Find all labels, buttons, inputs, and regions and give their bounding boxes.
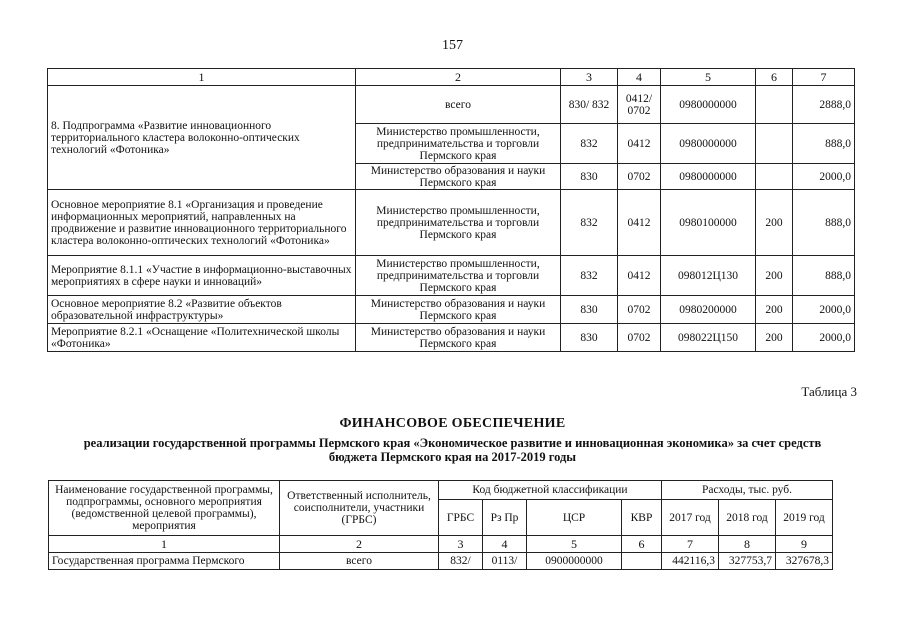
rz-cell: 0702 xyxy=(618,164,661,190)
kvr-cell xyxy=(756,86,793,124)
amount-cell: 888,0 xyxy=(793,124,855,164)
csr-cell: 098022Ц150 xyxy=(661,324,756,352)
header-executor: Ответственный исполнитель, соисполнители, участники (ГРБС) xyxy=(280,481,439,536)
header-expenses: Расходы, тыс. руб. xyxy=(662,481,833,500)
col-number: 8 xyxy=(719,536,776,553)
header-2018: 2018 год xyxy=(719,500,776,536)
grbs-cell: 830/ 832 xyxy=(561,86,618,124)
col-number: 2 xyxy=(356,69,561,86)
grbs-cell: 832 xyxy=(561,190,618,256)
rz-cell: 0412/ 0702 xyxy=(618,86,661,124)
amount-cell: 888,0 xyxy=(793,190,855,256)
executor-cell: Министерство образования и науки Пермского края xyxy=(356,164,561,190)
table-row xyxy=(48,86,855,124)
page-number: 157 xyxy=(442,38,463,53)
executor-cell: Министерство промышленности, предпринимательства и торговли Пермского края xyxy=(356,256,561,296)
table-row xyxy=(48,324,855,352)
header-row xyxy=(49,481,833,500)
header-grbs: ГРБС xyxy=(439,500,483,536)
csr-cell: 0980200000 xyxy=(661,296,756,324)
executor-cell: Министерство промышленности, предпринимательства и торговли Пермского края xyxy=(356,124,561,164)
amount-cell: 888,0 xyxy=(793,256,855,296)
kvr-cell xyxy=(756,164,793,190)
grbs-cell: 830 xyxy=(561,164,618,190)
header-budget-code: Код бюджетной классификации xyxy=(439,481,662,500)
kvr-cell: 200 xyxy=(756,296,793,324)
grbs-cell: 832 xyxy=(561,124,618,164)
rz-cell: 0412 xyxy=(618,124,661,164)
activity-name: Мероприятие 8.2.1 «Оснащение «Политехнической школы «Фотоника» xyxy=(48,324,356,352)
grbs-cell: 830 xyxy=(561,296,618,324)
activity-name: Основное мероприятие 8.1 «Организация и проведение информационных мероприятий, направленных на продвижение и развитие инновационного территориального кластера волоконно-оптических технологий «Фотоника» xyxy=(48,190,356,256)
kvr-cell: 200 xyxy=(756,190,793,256)
table-row xyxy=(49,553,833,570)
header-name: Наименование государственной программы, подпрограммы, основного мероприятия (ведомственной целевой программы), мероприятия xyxy=(49,481,280,536)
col-number: 9 xyxy=(776,536,833,553)
col-number: 5 xyxy=(527,536,622,553)
csr-cell: 098012Ц130 xyxy=(661,256,756,296)
col-number: 4 xyxy=(618,69,661,86)
amount-cell: 2000,0 xyxy=(793,164,855,190)
rz-cell: 0702 xyxy=(618,324,661,352)
csr-cell: 0980100000 xyxy=(661,190,756,256)
col-number: 1 xyxy=(48,69,356,86)
financing-table xyxy=(48,480,833,570)
column-number-row xyxy=(49,536,833,553)
activity-name: Основное мероприятие 8.2 «Развитие объектов образовательной инфраструктуры» xyxy=(48,296,356,324)
rz-cell: 0113/ xyxy=(483,553,527,570)
table-caption: Таблица 3 xyxy=(801,384,857,399)
col-number: 1 xyxy=(49,536,280,553)
table-row xyxy=(48,256,855,296)
amount-2018: 327753,7 xyxy=(719,553,776,570)
header-rz: Рз Пр xyxy=(483,500,527,536)
table-row xyxy=(48,296,855,324)
executor-cell: Министерство промышленности, предпринимательства и торговли Пермского края xyxy=(356,190,561,256)
executor-cell: всего xyxy=(356,86,561,124)
csr-cell: 0980000000 xyxy=(661,86,756,124)
grbs-cell: 832/ xyxy=(439,553,483,570)
col-number: 6 xyxy=(622,536,662,553)
col-number: 7 xyxy=(662,536,719,553)
grbs-cell: 830 xyxy=(561,324,618,352)
col-number: 5 xyxy=(661,69,756,86)
rz-cell: 0702 xyxy=(618,296,661,324)
header-kvr: КВР xyxy=(622,500,662,536)
header-2019: 2019 год xyxy=(776,500,833,536)
subprogram-name: 8. Подпрограмма «Развитие инновационного территориального кластера волоконно-оптических технологий «Фотоника» xyxy=(48,86,356,190)
col-number: 2 xyxy=(280,536,439,553)
table-row xyxy=(48,190,855,256)
executor-cell: всего xyxy=(280,553,439,570)
grbs-cell: 832 xyxy=(561,256,618,296)
amount-cell: 2888,0 xyxy=(793,86,855,124)
col-number: 3 xyxy=(439,536,483,553)
col-number: 6 xyxy=(756,69,793,86)
rz-cell: 0412 xyxy=(618,256,661,296)
kvr-cell: 200 xyxy=(756,324,793,352)
executor-cell: Министерство образования и науки Пермского края xyxy=(356,324,561,352)
activity-name: Мероприятие 8.1.1 «Участие в информационно-выставочных мероприятиях в сфере науки и инноваций» xyxy=(48,256,356,296)
header-2017: 2017 год xyxy=(662,500,719,536)
program-budget-table xyxy=(47,68,855,352)
amount-2019: 327678,3 xyxy=(776,553,833,570)
col-number: 3 xyxy=(561,69,618,86)
header-csr: ЦСР xyxy=(527,500,622,536)
amount-cell: 2000,0 xyxy=(793,324,855,352)
kvr-cell xyxy=(622,553,662,570)
rz-cell: 0412 xyxy=(618,190,661,256)
amount-cell: 2000,0 xyxy=(793,296,855,324)
amount-2017: 442116,3 xyxy=(662,553,719,570)
section-subtitle: реализации государственной программы Пермского края «Экономическое развитие и инновационная экономика» за счет средств бюджета Пермского края на 2017-2019 годы xyxy=(83,436,822,464)
col-number: 7 xyxy=(793,69,855,86)
csr-cell: 0900000000 xyxy=(527,553,622,570)
program-name: Государственная программа Пермского xyxy=(49,553,280,570)
executor-cell: Министерство образования и науки Пермского края xyxy=(356,296,561,324)
kvr-cell xyxy=(756,124,793,164)
csr-cell: 0980000000 xyxy=(661,124,756,164)
column-number-row xyxy=(48,69,855,86)
csr-cell: 0980000000 xyxy=(661,164,756,190)
col-number: 4 xyxy=(483,536,527,553)
section-title: ФИНАНСОВОЕ ОБЕСПЕЧЕНИЕ xyxy=(339,416,566,431)
kvr-cell: 200 xyxy=(756,256,793,296)
